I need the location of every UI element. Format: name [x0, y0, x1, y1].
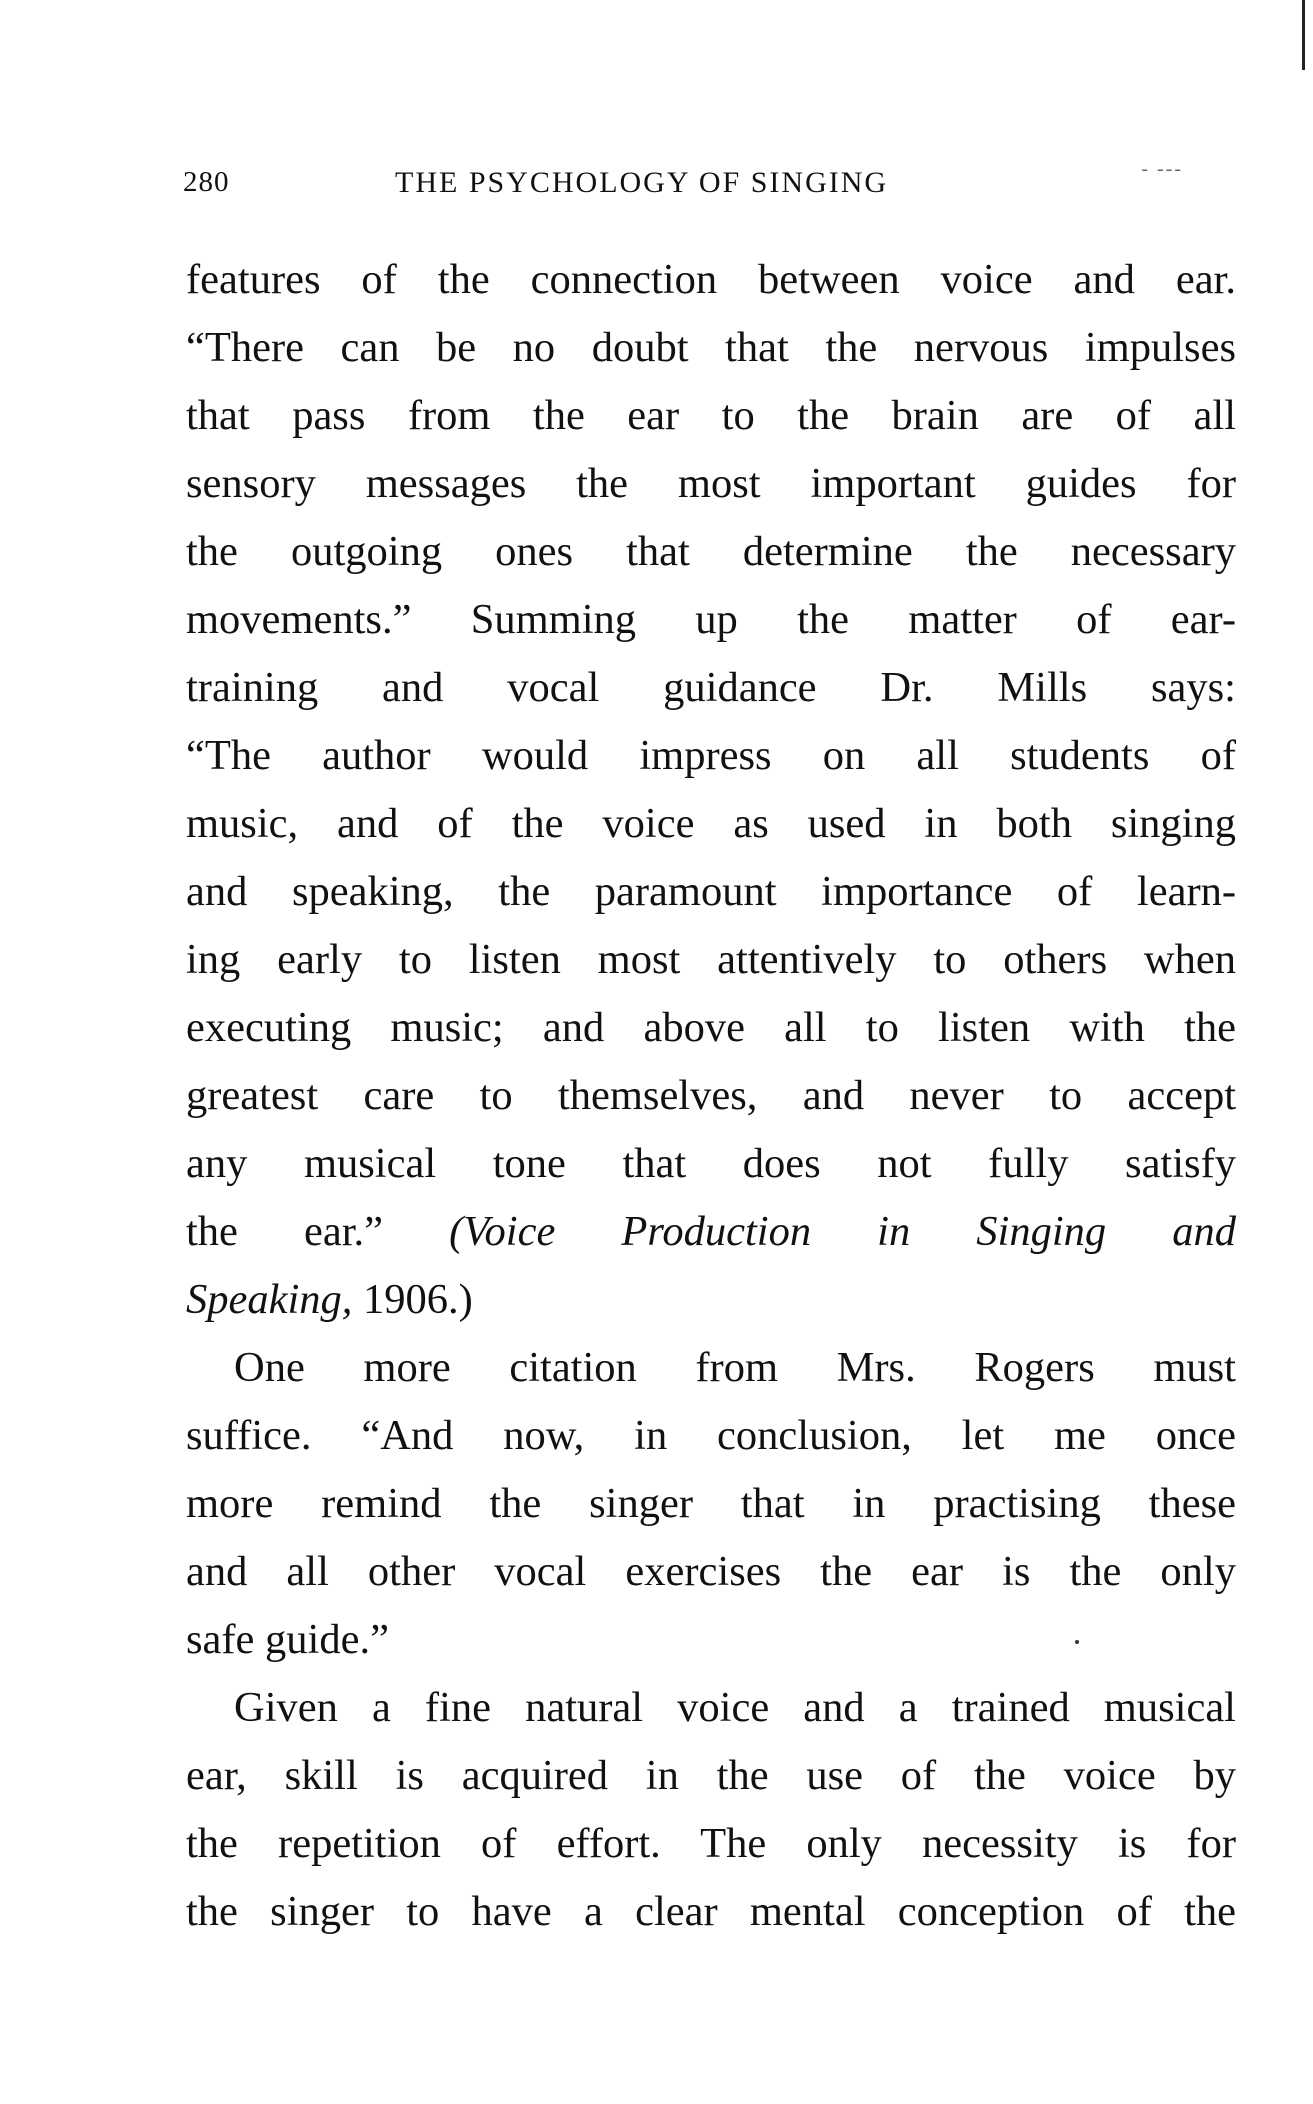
text-line: suffice. “And now, in conclusion, let me once — [186, 1412, 1236, 1459]
text-line: sensory messages the most important guides for — [186, 460, 1236, 507]
text-line: ing early to listen most attentively to others when — [186, 936, 1236, 983]
text-line: and all other vocal exercises the ear is the only — [186, 1548, 1236, 1595]
text-line-citation-end — [186, 1266, 1236, 1334]
text-line: and speaking, the paramount importance of learn- — [186, 868, 1236, 915]
paragraph-start-line: Given a fine natural voice and a trained musical — [234, 1684, 1236, 1731]
page-number: 280 — [183, 166, 230, 198]
running-header — [183, 158, 1183, 210]
header-marks: - --- — [1141, 158, 1183, 180]
text-line: greatest care to themselves, and never to accept — [186, 1072, 1236, 1119]
text-line: more remind the singer that in practising these — [186, 1480, 1236, 1527]
text-line: “The author would impress on all students of — [186, 732, 1236, 779]
quote-end: the ear.” — [186, 1208, 384, 1255]
paragraph-end-line: safe guide.” — [186, 1616, 389, 1663]
text-line: ear, skill is acquired in the use of the voice by — [186, 1752, 1236, 1799]
text-line: any musical tone that does not fully satisfy — [186, 1140, 1236, 1187]
print-speck — [1075, 1640, 1079, 1644]
text-line: executing music; and above all to listen with the — [186, 1004, 1236, 1051]
text-line: training and vocal guidance Dr. Mills says: — [186, 664, 1236, 711]
text-line: the outgoing ones that determine the necessary — [186, 528, 1236, 575]
page-edge-mark — [1302, 0, 1305, 70]
citation-year: 1906.) — [363, 1276, 473, 1323]
text-line: that pass from the ear to the brain are of all — [186, 392, 1236, 439]
text-line: music, and of the voice as used in both singing — [186, 800, 1236, 847]
text-line: the repetition of effort. The only necessity is for — [186, 1820, 1236, 1867]
running-title: THE PSYCHOLOGY OF SINGING — [395, 166, 889, 199]
book-title: (Voice Production in Singing and — [449, 1208, 1237, 1255]
text-line: the singer to have a clear mental conception of the — [186, 1888, 1236, 1935]
body-text — [186, 246, 1236, 1946]
text-line-with-citation — [186, 1198, 1236, 1266]
text-line: features of the connection between voice and ear. — [186, 256, 1236, 303]
text-line: “There can be no doubt that the nervous impulses — [186, 324, 1236, 371]
book-title-continued: Speaking, — [186, 1276, 353, 1323]
paragraph-start-line: One more citation from Mrs. Rogers must — [234, 1344, 1236, 1391]
text-line: movements.” Summing up the matter of ear- — [186, 596, 1236, 643]
